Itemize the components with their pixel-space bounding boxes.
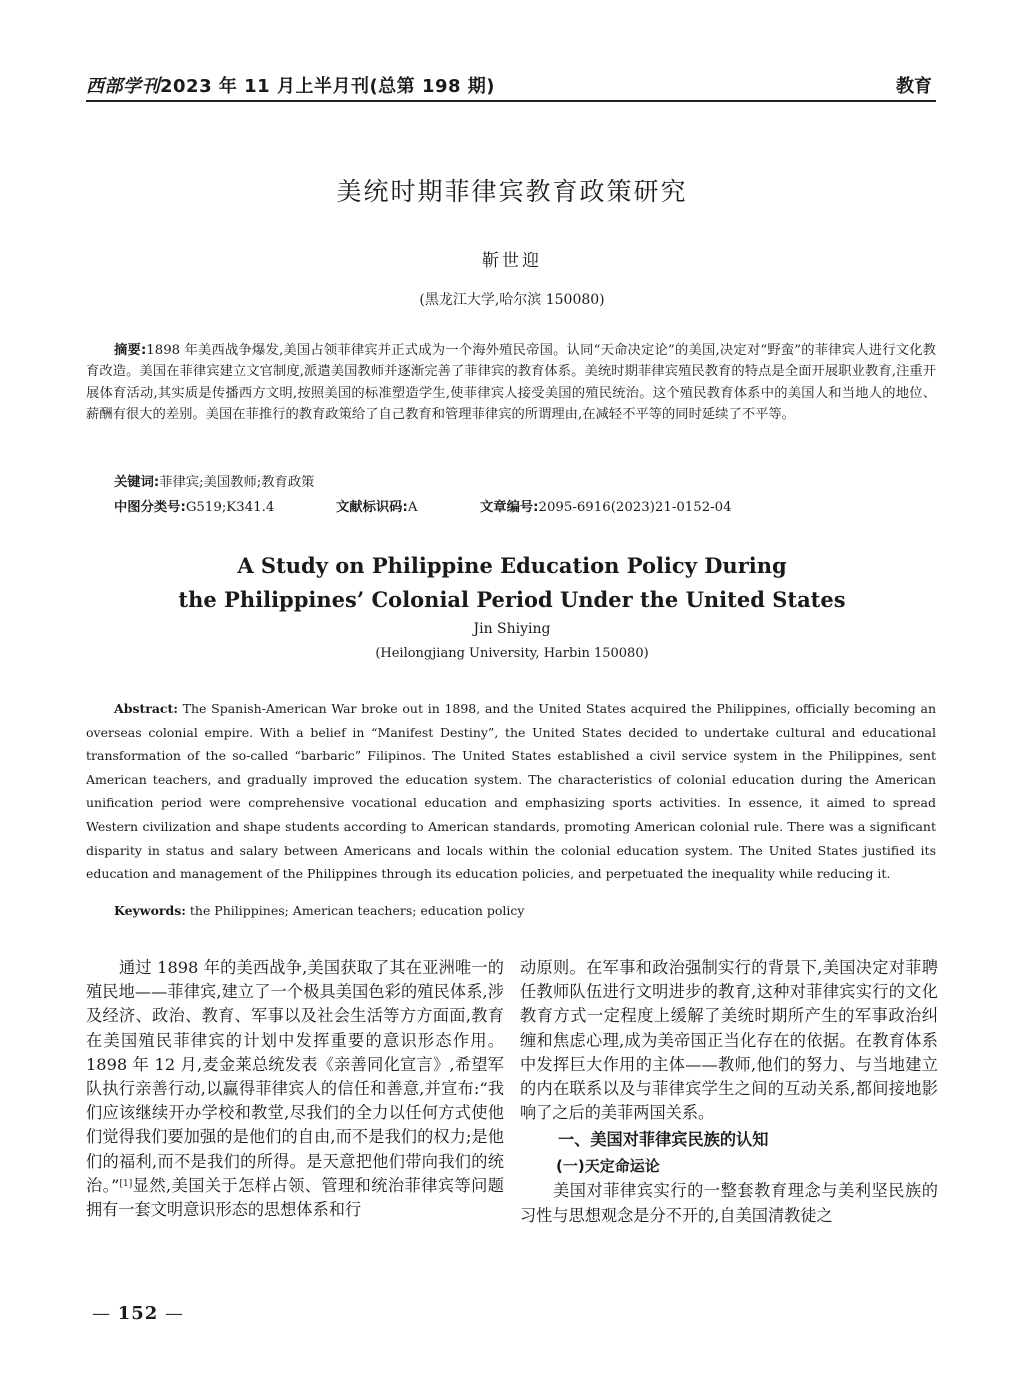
doc-code-label: 文献标识码: (336, 500, 408, 515)
title-en-line-1: A Study on Philippine Education Policy During (237, 553, 787, 578)
doc-code-value: A (407, 500, 418, 515)
article-title-cn: 美统时期菲律宾教育政策研究 (336, 177, 688, 206)
article-number-value: 2095-6916(2023)21-0152-04 (538, 500, 732, 515)
abstract-en-label: Abstract: (114, 701, 178, 716)
keywords-en-label: Keywords: (114, 903, 186, 918)
body-paragraph (86, 956, 504, 1222)
article-number-label: 文章编号: (480, 500, 539, 515)
article-title-en (0, 549, 1024, 617)
classification-row (114, 496, 914, 516)
section-heading: 一、美国对菲律宾民族的认知 (558, 1130, 769, 1150)
abstract-cn-text: 1898 年美西战争爆发,美国占领菲律宾并正式成为一个海外殖民帝国。认同“天命决定论”的美国,决定对“野蛮”的菲律宾人进行文化教育改造。美国在菲律宾建立文官制度,派遣美国教师并逐渐完善了菲律宾的教育体系。美统时期菲律宾殖民教育的特点是全面开展职业教育,注重开展体育活动,其实质是传播西方文明,按照美国的标准塑造学生,使菲律宾人接受美国的殖民统治。这个殖民教育体系中的美国人和当地人的地位、薪酬有很大的差别。美国在菲推行的教育政策给了自己教育和管理菲律宾的所谓理由,在减轻不平等的同时延续了不平等。 (86, 343, 936, 423)
page-number: — 152 — (92, 1303, 185, 1324)
abstract-en (86, 697, 936, 886)
clc-code (114, 496, 274, 515)
affiliation-en: (Heilongjiang University, Harbin 150080) (375, 646, 649, 661)
keywords-en (114, 903, 525, 918)
body-paragraph-text-cont: 显然,美国关于怎样占领、管理和统治菲律宾等问题拥有一套文明意识形态的思想体系和行 (86, 1175, 504, 1220)
keywords-cn (114, 471, 314, 490)
abstract-cn (86, 340, 936, 426)
journal-issue (86, 72, 495, 98)
section-label: 教育 (896, 76, 932, 97)
clc-value: G519;K341.4 (185, 500, 275, 515)
body-column-left (86, 956, 504, 1222)
body-paragraph: 美国对菲律宾实行的一整套教育理念与美利坚民族的习性与思想观念是分不开的,自美国清教徒之 (520, 1181, 938, 1225)
citation-ref: [1] (119, 1178, 133, 1189)
abstract-en-text: The Spanish-American War broke out in 1898, and the United States acquired the Philippines, officially becoming an overseas colonial empire. With a belief in “Manifest Destiny”, the United States decided to undertake cultural and educational transformation of the so-called “barbaric” Filipinos. The United States established a civil service system in the Philippines, sent American teachers, and gradually improved the education system. The characteristics of colonial education during the American unification period were comprehensive vocational education and emphasizing sports activities. In essence, it aimed to spread Western civilization and shape students according to American standards, promoting American colonial rule. There was a significant disparity in status and salary between Americans and locals within the colonial education system. The United States justified its education and management of the Philippines through its education policies, and perpetuated the inequality while reducing it. (86, 701, 936, 882)
clc-label: 中图分类号: (114, 500, 186, 515)
page-number-value: 152 (117, 1303, 159, 1324)
author-cn: 靳世迎 (482, 251, 542, 271)
title-en-line-2: the Philippines’ Colonial Period Under the United States (178, 587, 846, 612)
body-column-right (520, 956, 938, 1228)
author-en: Jin Shiying (473, 621, 551, 637)
keywords-en-text: the Philippines; American teachers; education policy (185, 903, 525, 918)
affiliation-cn: (黑龙江大学,哈尔滨 150080) (419, 292, 605, 308)
running-header (86, 68, 936, 102)
body-paragraph: 动原则。在军事和政治强制实行的背景下,美国决定对菲聘任教师队伍进行文明进步的教育,这种对菲律宾实行的文化教育方式一定程度上缓解了美统时期所产生的军事政治纠缠和焦虑心理,成为美帝国正当化存在的依据。在教育体系中发挥巨大作用的主体——教师,他们的努力、与当地建立的内在联系以及与菲律宾学生之间的互动关系,都间接地影响了之后的美菲两国关系。 (520, 958, 938, 1123)
keywords-cn-text: 菲律宾;美国教师;教育政策 (159, 475, 315, 490)
subsection-heading: (一)天定命运论 (556, 1157, 660, 1176)
keywords-cn-label: 关键词: (114, 475, 160, 490)
article-number (480, 496, 732, 515)
doc-code (336, 496, 417, 515)
body-paragraph-text: 通过 1898 年的美西战争,美国获取了其在亚洲唯一的殖民地——菲律宾,建立了一个极具美国色彩的殖民体系,涉及经济、政治、教育、军事以及社会生活等方方面面,教育在美国殖民菲律宾的计划中发挥重要的意识形态作用。1898 年 12 月,麦金莱总统发表《亲善同化宣言》,希望军队执行亲善行动,以赢得菲律宾人的信任和善意,并宣布:“我们应该继续开办学校和教堂,尽我们的全力以任何方式使他们觉得我们要加强的是他们的自由,而不是我们的权力;是他们的福利,而不是我们的所得。是天意把他们带向我们的统治。” (86, 958, 504, 1195)
abstract-cn-label: 摘要: (114, 343, 147, 358)
journal-logo: 西部学刊 (86, 76, 160, 97)
journal-issue-text: 2023 年 11 月上半月刊(总第 198 期) (160, 76, 496, 97)
